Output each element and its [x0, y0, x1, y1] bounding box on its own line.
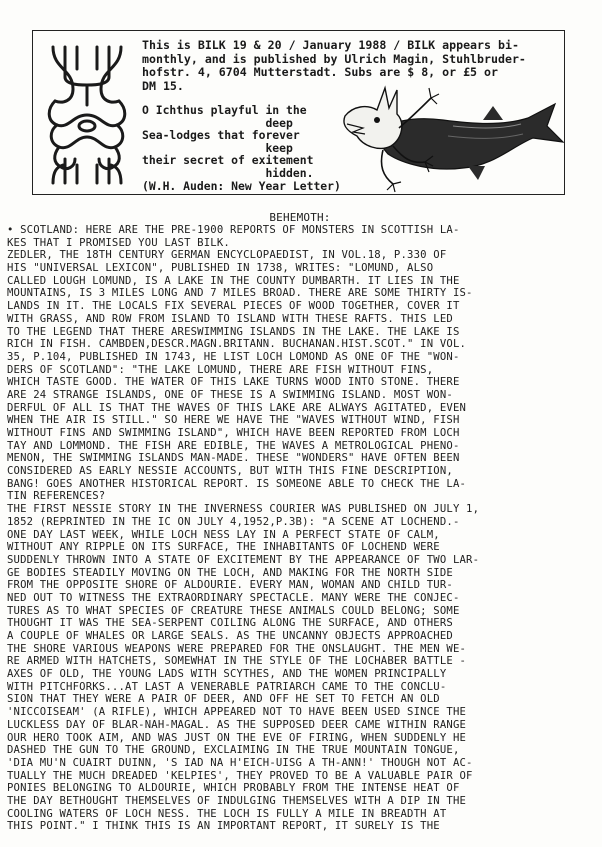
article-line: WITHOUT FINS AND SWIMMING ISLAND", WHICH HAVE BEEN REPORTED FROM LOCH: [7, 427, 460, 439]
article-line: ZEDLER, THE 18TH CENTURY GERMAN ENCYCLOPAEDIST, IN VOL.18, P.330 OF: [7, 249, 447, 262]
article-line: MOUNTAINS, IS 3 MILES LONG AND 7 MILES BROAD. THERE ARE SOME THIRTY IS-: [7, 287, 473, 300]
article-line: A COUPLE OF WHALES OR LARGE SEALS. AS THE UNCANNY OBJECTS APPROACHED: [7, 630, 453, 642]
article-line: ONE DAY LAST WEEK, WHILE LOCH NESS LAY IN A PERFECT STATE OF CALM,: [7, 528, 440, 541]
article-line: CONSIDERED AS EARLY NESSIE ACCOUNTS, BUT WITH THIS FINE DESCRIPTION,: [7, 465, 453, 478]
article-line: NED OUT TO WITNESS THE EXTRAORDINARY SPECTACLE. MANY WERE THE CONJEC-: [7, 591, 460, 604]
poem-line: deep: [142, 115, 293, 130]
article-line: LANDS IN IT. THE LOCALS FIX SEVERAL PIECES OF WOOD TOGETHER, COVER IT: [7, 300, 460, 313]
article-line: THIS POINT." I THINK THIS IS AN IMPORTANT REPORT, IT SURELY IS THE: [7, 820, 440, 833]
article-line: THE DAY BETHOUGHT THEMSELVES OF INDULGING THEMSELVES WITH A DIP IN THE: [7, 794, 467, 807]
article-line: TO THE LEGEND THAT THERE ARESWIMMING ISLANDS IN THE LAKE. THE LAKE IS: [7, 325, 460, 338]
article-line: RE ARMED WITH HATCHETS, SOMEWHAT IN THE STYLE OF THE LOCHABER BATTLE -: [7, 655, 467, 668]
article-line: THOUGHT IT WAS THE SEA-SERPENT COILING ALONG THE SURFACE, AND OTHERS: [7, 617, 453, 630]
article-line: 35, P.104, PUBLISHED IN 1743, HE LIST LOCH LOMOND AS ONE OF THE "WON-: [7, 350, 460, 363]
article-line: DERFUL OF ALL IS THAT THE WAVES OF THIS LAKE ARE ALWAYS AGITATED, EVEN: [7, 401, 467, 414]
article-line: GE BODIES STEADILY MOVING ON THE LOCH, AND MAKING FOR THE NORTH SIDE: [7, 566, 453, 579]
article-line: TUALLY THE MUCH DREADED 'KELPIES', THEY PROVED TO BE A VALUABLE PAIR OF: [7, 769, 473, 782]
article-line: OUR HERO TOOK AIM, AND WAS JUST ON THE EVE OF FIRING, WHEN SUDDENLY HE: [7, 731, 467, 744]
article-line: CALLED LOUGH LOMUND, IS A LAKE IN THE COUNTY DUMBARTH. IT LIES IN THE: [7, 274, 460, 287]
article-line: HIS "UNIVERSAL LEXICON", PUBLISHED IN 1738, WRITES: "LOMUND, ALSO: [7, 262, 434, 275]
article-line: WITHOUT ANY RIPPLE ON ITS SURFACE, THE INHABITANTS OF LOCHEND WERE: [7, 541, 440, 554]
poem-line: O Ichthus playful in the: [142, 103, 307, 117]
article-line: LUCKLESS DAY OF BLAR-NAH-MAGAL. AS THE SUPPOSED DEER CAME WITHIN RANGE: [7, 718, 467, 731]
article-line: PONIES BELONGING TO ALDOURIE, WHICH PROBABLY FROM THE INTENSE HEAT OF: [7, 782, 460, 795]
fish-monster-illustration-icon: [333, 76, 565, 194]
poem-line: (W.H. Auden: New Year Letter): [142, 178, 341, 193]
article-line: 'NICCOISEAM' (A RIFLE), WHICH APPEARED NOT TO HAVE BEEN USED SINCE THE: [7, 706, 467, 719]
article-line: SION THAT THEY WERE A PAIR OF DEER, AND OFF HE SET TO FETCH AN OLD: [7, 693, 440, 706]
article-line: FROM THE OPPOSITE SHORE OF ALDOURIE. EVERY MAN, WOMAN AND CHILD TUR-: [7, 579, 453, 592]
article-line: THE SHORE VARIOUS WEAPONS WERE PREPARED FOR THE ONSLAUGHT. THE MEN WE-: [7, 642, 467, 655]
poem-line: Sea-lodges that forever: [142, 128, 300, 143]
masthead-line: monthly, and is published by Ulrich Magin, Stuhlbruder-: [142, 51, 526, 66]
poem-line: keep: [142, 140, 293, 155]
article-line: SUDDENLY THROWN INTO A STATE OF EXCITEMENT BY THE APPEARANCE OF TWO LAR-: [7, 553, 480, 566]
article-line: 1852 (REPRINTED IN THE IC ON JULY 4,1952,P.3B): "A SCENE AT LOCHEND.-: [7, 515, 460, 528]
article-line: 'DIA MU'N CUAIRT DUINN, 'S IAD NA H'EICH-UISG A TH-ANN!' THOUGH NOT AC-: [7, 756, 473, 769]
behemoth-article: [7, 212, 593, 833]
article-line: THE FIRST NESSIE STORY IN THE INVERNESS COURIER WAS PUBLISHED ON JULY 1,: [7, 503, 480, 516]
article-title: BEHEMOTH:: [269, 211, 331, 224]
article-line: WITH PITCHFORKS...AT LAST A VENERABLE PATRIARCH CAME TO THE CONCLU-: [7, 680, 447, 693]
article-line: WITH GRASS, AND ROW FROM ISLAND TO ISLAND WITH THESE RAFTS. THIS LED: [7, 312, 453, 325]
article-body: [7, 224, 593, 833]
masthead-line: DM 15.: [142, 78, 184, 93]
article-line: ARE 24 STRANGE ISLANDS, ONE OF THESE IS A SWIMMING ISLAND. MOST WON-: [7, 388, 453, 401]
article-line: WHICH TASTE GOOD. THE WATER OF THIS LAKE TURNS WOOD INTO STONE. THERE: [7, 376, 460, 389]
article-line: • SCOTLAND: HERE ARE THE PRE-1900 REPORTS OF MONSTERS IN SCOTTISH LA-: [7, 224, 460, 236]
masthead-box: [32, 30, 565, 195]
article-line: DASHED THE GUN TO THE GROUND, EXCLAIMING IN THE TRUE MOUNTAIN TONGUE,: [7, 744, 460, 757]
poem-line: their secret of exitement: [142, 153, 314, 168]
article-line: WHEN THE AIR IS STILL." SO HERE WE HAVE THE "WAVES WITHOUT WIND, FISH: [7, 414, 460, 427]
poem-line: hidden.: [142, 165, 314, 180]
article-line: COOLING WATERS OF LOCH NESS. THE LOCH IS FULLY A MILE IN BREADTH AT: [7, 807, 447, 820]
article-line: TIN REFERENCES?: [7, 490, 106, 503]
masthead-line: This is BILK 19 & 20 / January 1988 / BILK appears bi-: [142, 38, 519, 52]
masthead-line: hofstr. 4, 6704 Mutterstadt. Subs are $ 8, or £5 or: [142, 65, 498, 79]
article-line: DERS OF SCOTLAND": "THE LAKE LOMUND, THERE ARE FISH WITHOUT FINS,: [7, 363, 434, 376]
knot-logo-icon: [43, 39, 131, 189]
article-line: TAY AND LOMMOND. THE FISH ARE EDIBLE, THE WAVES A METROLOGICAL PHENO-: [7, 439, 460, 452]
article-line: KES THAT I PROMISED YOU LAST BILK.: [7, 236, 230, 249]
article-line: MENON, THE SWIMMING ISLANDS MAN-MADE. THESE "WONDERS" HAVE OFTEN BEEN: [7, 452, 460, 465]
article-line: AXES OF OLD, THE YOUNG LADS WITH SCYTHES, AND THE WOMEN PRINCIPALLY: [7, 668, 447, 681]
article-line: BANG! GOES ANOTHER HISTORICAL REPORT. IS SOMEONE ABLE TO CHECK THE LA-: [7, 477, 467, 490]
article-line: TURES AS TO WHAT SPECIES OF CREATURE THESE ANIMALS COULD BELONG; SOME: [7, 604, 460, 617]
article-line: RICH IN FISH. CAMBDEN,DESCR.MAGN.BRITANN. BUCHANAN.HIST.SCOT." IN VOL.: [7, 338, 467, 351]
